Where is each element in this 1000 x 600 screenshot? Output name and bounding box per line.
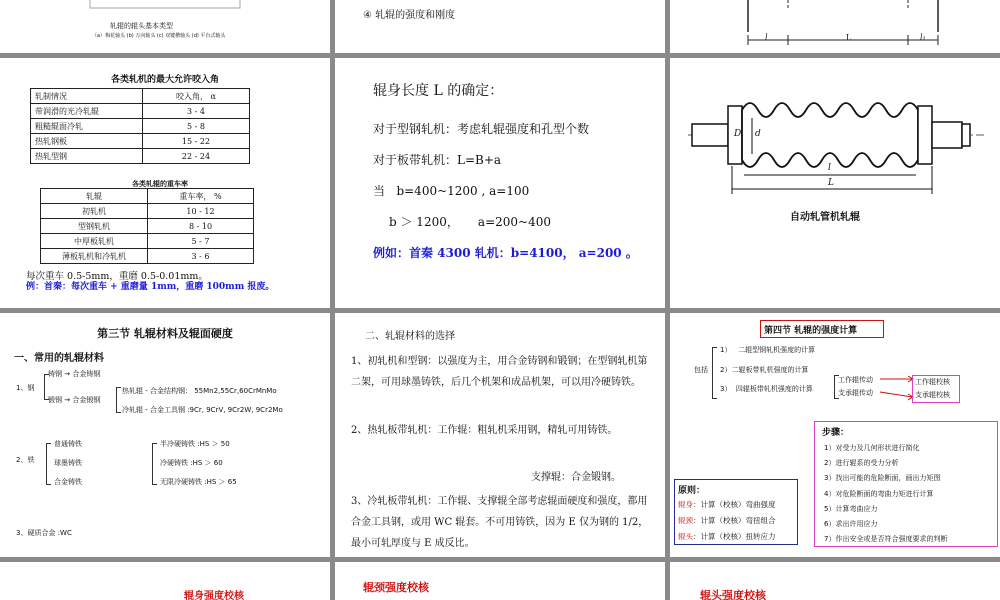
roll-head-diagram [80,0,250,16]
iron-type-3: 合金铸铁 [54,478,82,486]
selection-paragraph-2: 2、热轧板带轧机：工作辊：粗轧机采用钢，精轧可用铸铁。 [351,425,618,436]
step-5: 5）计算弯曲应力 [824,505,878,513]
table-cell: 22 - 24 [143,149,250,164]
regrind-note: 每次重车 0.5-5mm，重磨 0.5-0.01mm。 [26,271,208,282]
roll-label-l: l [828,163,831,173]
chilled-iron-1: 半冷硬铸铁 :HS ＞ 50 [160,440,230,448]
forged-steel-brace [116,387,121,413]
cold-roll-material: 冷轧辊 - 合金工具钢 :9Cr, 9CrV, 9Cr2W, 9Cr2Mo [122,406,283,414]
work-roll-drive: 工作辊传动 [838,376,873,384]
table-header-row [31,89,250,104]
dim-label-l: l [765,33,768,42]
bite-angle-table-title: 各类轧机的最大允许咬入角 [110,75,219,85]
barrel-length-title: 辊身长度 L 的确定： [373,83,504,99]
table-cell: 5 - 7 [148,234,254,249]
head-check-title: 辊头强度校核 [700,589,766,600]
hard-alloy-label: 3、硬质合金 :WC [16,529,72,537]
table-row [41,249,254,264]
hot-roll-material: 热轧辊 - 合金结构钢： 55Mn2,55Cr,60CrMnMo [122,387,277,395]
dim-label-l1: l₁ [920,33,926,42]
selection-paragraph-1: 1、初轧机和型钢：以强度为主，用合金铸钢和锻钢；在型钢轧机第二架，可用球墨铸铁，后几个机架和成品机架，可以用冷硬铸铁。 [351,356,648,388]
principle-1 [678,499,776,510]
principle-2-value: ：计算（校核）弯扭组合 [693,516,776,525]
chilled-iron-2: 冷硬铸铁 :HS ＞ 60 [160,459,223,467]
iron-brace [46,443,51,485]
table-cell: 5 - 8 [143,119,250,134]
backup-roll-check: 支承辊校核 [915,391,950,399]
slide2-item4: ④ 轧辊的强度和刚度 [363,10,456,21]
iron-label: 2、铁 [16,456,35,464]
table-cell: 15 - 22 [143,134,250,149]
table-cell: 粗糙辊面冷轧 [31,119,143,134]
step-6: 6）求出许用应力 [824,520,878,528]
material-selection-title: 二、轧辊材料的选择 [365,331,455,342]
table-header-cell: 轧辊 [41,189,148,204]
include-brace [712,347,717,399]
regrind-table-title: 各类轧辊的重车率 [132,179,188,188]
barrel-line-1: 对于型钢轧机：考虑轧辊强度和孔型个数 [373,122,590,136]
table-row [31,104,250,119]
slide-thumbnail-9[interactable] [670,313,1000,557]
table-cell: 带润滑的光冷轧辊 [31,104,143,119]
principle-3-key: 辊头 [678,532,693,541]
table-row [41,204,254,219]
regrind-example: 例：首秦：每次重车 + 重磨量 1mm，重磨 100mm 报废。 [26,282,275,292]
backup-roll-drive: 支承辊传动 [838,389,873,397]
slide1-caption: 轧辊的辊头基本类型 [110,22,173,30]
table-cell: 薄板轧机和冷轧机 [41,249,148,264]
materials-subtitle: 一、常用的轧辊材料 [14,353,104,364]
table-cell: 初轧机 [41,204,148,219]
slide-thumbnail-5[interactable] [335,58,665,308]
steel-label: 1、钢 [16,384,35,392]
chilled-iron-3: 无限冷硬铸铁 :HS ＞ 65 [160,478,237,486]
regrind-rate-table [40,188,254,264]
slide-thumbnail-2[interactable] [335,0,665,53]
barrel-line-4: b ＞ 1200， a=200~400 [389,215,551,229]
table-cell: 8 - 10 [148,219,254,234]
iron-type-1: 普通铸铁 [54,440,82,448]
selection-paragraph-3: 3、冷轧板带轧机：工作辊、支撑辊全部考虑辊面硬度和强度，都用合金工具钢，或用 WC 辊套。不可用铸铁，因为 E 仅为钢的 1/2，最小可轧厚度与 E 成反比。 [351,496,649,549]
slide-thumbnail-1[interactable] [0,0,330,53]
bite-angle-table [30,88,250,164]
principle-3-value: ：计算（校核）扭转应力 [693,532,776,541]
work-roll-check: 工作辊校核 [915,378,950,386]
barrel-line-3: 当 b=400~1200 , a=100 [373,184,530,198]
table-cell: 型钢轧机 [41,219,148,234]
principle-3 [678,531,776,542]
slide1-subcaption: （a）梅花轴头 (b) 万向轴头 (c) 双键槽轴头 (d) 平台式轴头 [92,33,226,39]
table-row [41,234,254,249]
table-cell: 3 - 4 [143,104,250,119]
selection-paragraph-2b: 支撑辊：合金锻钢。 [531,472,621,483]
calc-item-1: 1） 二辊型钢轧机强度的计算 [720,346,816,354]
chilled-iron-brace [152,443,157,485]
table-cell: 中厚板轧机 [41,234,148,249]
slide-thumbnail-11[interactable] [335,562,665,600]
section4-title: 第四节 轧辊的强度计算 [764,326,858,336]
slide-thumbnail-6[interactable] [670,58,1000,308]
table-cell: 10 - 12 [148,204,254,219]
slide-thumbnail-12[interactable] [670,562,1000,600]
dim-label-L: L [846,33,852,42]
table-header-cell: 重车率， % [148,189,254,204]
table-header-cell: 咬入角， α [143,89,250,104]
slide-thumbnail-3[interactable] [670,0,1000,53]
roll-label-D: D [734,129,742,139]
calc-item-2: 2）二辊板带轧机强度的计算 [720,366,809,374]
cast-steel-text: 铸钢 → 合金铸钢 [48,370,101,378]
step-7: 7）作出安全或是否符合强度要求的判断 [824,535,948,543]
table-cell: 热轧钢板 [31,134,143,149]
principle-1-value: ：计算（校核）弯曲强度 [693,500,776,509]
roll-label-d: d [755,129,761,139]
slide-thumbnail-7[interactable] [0,313,330,557]
roll-dimension-drawing [670,0,1000,53]
include-label: 包括 [694,366,708,374]
slide-thumbnail-8[interactable] [335,313,665,557]
table-row [41,219,254,234]
principle-2 [678,515,776,526]
iron-type-2: 球墨铸铁 [54,459,82,467]
table-cell: 热轧型钢 [31,149,143,164]
roll-label-L: L [828,178,834,188]
slide-thumbnail-10[interactable] [0,562,330,600]
principle-2-key: 辊颈 [678,516,693,525]
pipe-mill-roll-drawing [670,58,1000,308]
steps-title: 步骤： [822,428,850,438]
table-row [31,119,250,134]
step-4: 4）对危险断面的弯曲力矩进行计算 [824,490,934,498]
step-3: 3）找出可能的危险断面，画出力矩图 [824,474,941,482]
principle-1-key: 辊身 [678,500,693,509]
table-row [31,149,250,164]
table-header-row [41,189,254,204]
neck-check-title: 辊颈强度校核 [363,581,429,594]
slide-thumbnail-4[interactable] [0,58,330,308]
table-row [31,134,250,149]
forged-steel-text: 锻钢 → 合金锻钢 [48,396,101,404]
step-1: 1）对受力及几何形状进行简化 [824,444,920,452]
table-cell: 3 - 6 [148,249,254,264]
barrel-check-title: 辊身强度校核 [184,591,244,600]
table-header-cell: 轧制情况 [31,89,143,104]
pipe-mill-caption: 自动轧管机轧辊 [790,212,860,223]
section3-title: 第三节 轧辊材料及辊面硬度 [97,327,233,340]
barrel-example: 例如：首秦 4300 轧机：b=4100， a=200 。 [373,246,638,260]
calc-item-3: 3） 四辊板带轧机强度的计算 [720,385,813,393]
principle-title: 原则： [678,486,706,496]
barrel-line-2: 对于板带轧机：L=B+a [373,153,502,167]
step-2: 2）进行辊系的受力分析 [824,459,899,467]
